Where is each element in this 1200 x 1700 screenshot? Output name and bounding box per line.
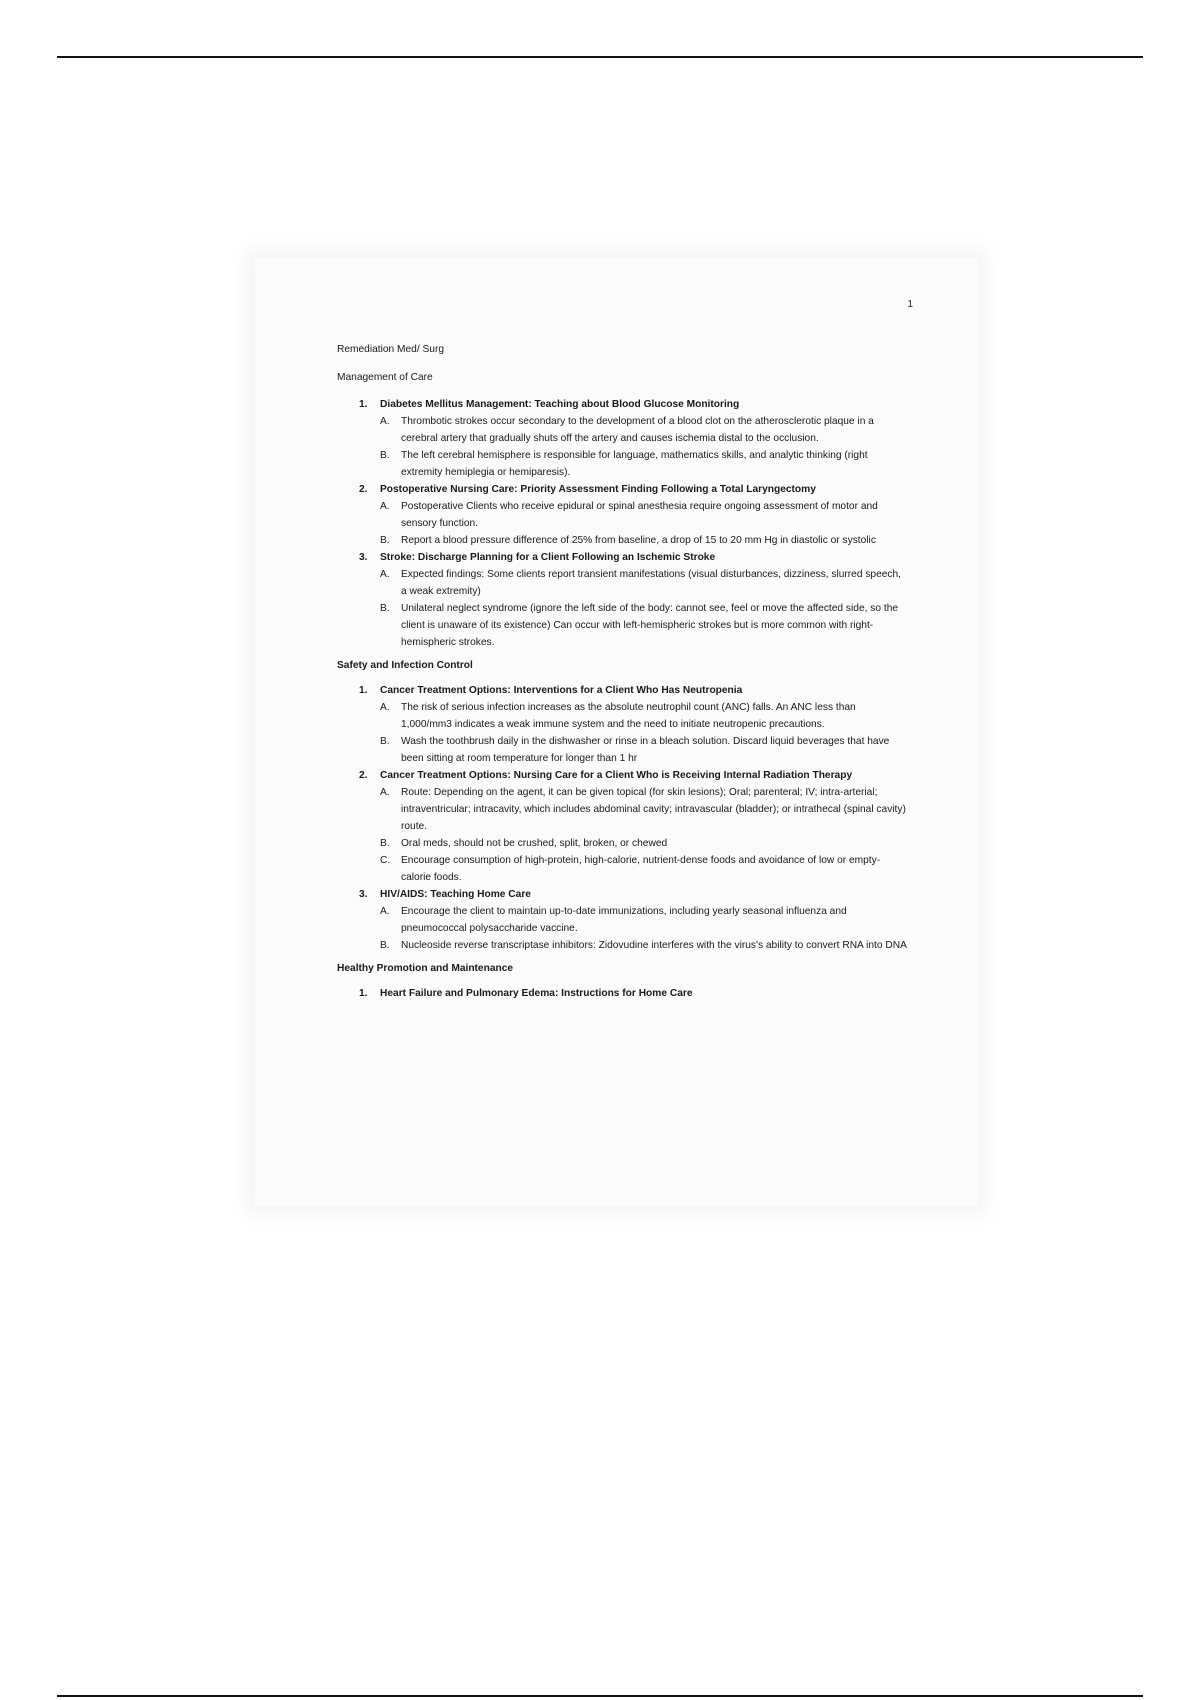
point-text: Wash the toothbrush daily in the dishwasher or rinse in a bleach solution. Discard liquid beverages that have been sitting at room temperature for longer than 1 hr <box>401 736 890 764</box>
topic-number: 1. <box>359 988 368 999</box>
topic-list <box>337 682 907 954</box>
point-item <box>380 784 907 835</box>
point-text: Encourage consumption of high-protein, high-calorie, nutrient-dense foods and avoidance of low or empty-calorie foods. <box>401 855 881 883</box>
topic-number: 2. <box>359 484 368 495</box>
topic-list <box>337 396 907 651</box>
point-text: Postoperative Clients who receive epidural or spinal anesthesia require ongoing assessment of motor and sensory function. <box>401 501 878 529</box>
topic-title: Cancer Treatment Options: Interventions for a Client Who Has Neutropenia <box>380 685 743 696</box>
point-text: Oral meds, should not be crushed, split, broken, or chewed <box>401 838 668 849</box>
point-item <box>380 903 907 937</box>
topic-number: 3. <box>359 889 368 900</box>
topic-title: HIV/AIDS: Teaching Home Care <box>380 889 531 900</box>
point-item <box>380 532 907 549</box>
document-section <box>337 396 907 651</box>
point-letter: A. <box>380 906 390 917</box>
point-list <box>380 784 907 886</box>
topic-list <box>337 985 907 1002</box>
point-item <box>380 413 907 447</box>
point-text: Expected findings: Some clients report transient manifestations (visual disturbances, dizziness, slurred speech, a weak extremity) <box>401 569 901 597</box>
point-text: Encourage the client to maintain up-to-date immunizations, including yearly seasonal influenza and pneumococcal polysaccharide vaccine. <box>401 906 847 934</box>
topic-number: 1. <box>359 399 368 410</box>
point-letter: B. <box>380 450 390 461</box>
topic-item <box>337 396 907 481</box>
point-item <box>380 566 907 600</box>
point-item <box>380 699 907 733</box>
point-item <box>380 937 907 954</box>
topic-number: 3. <box>359 552 368 563</box>
point-letter: A. <box>380 702 390 713</box>
point-list <box>380 566 907 651</box>
topic-number: 1. <box>359 685 368 696</box>
point-text: Route: Depending on the agent, it can be given topical (for skin lesions); Oral; parenteral; IV; intra-arterial; intraventricular; intracavity, which includes abdominal cavity; intravascular (bladder); or intrathecal (spinal cavity) route. <box>401 787 906 832</box>
point-letter: A. <box>380 501 390 512</box>
topic-title: Heart Failure and Pulmonary Edema: Instructions for Home Care <box>380 988 693 999</box>
document-title: Remediation Med/ Surg <box>337 344 445 355</box>
topic-item <box>337 767 907 886</box>
point-item <box>380 447 907 481</box>
point-list <box>380 903 907 954</box>
point-text: Thrombotic strokes occur secondary to the development of a blood clot on the atherosclerotic plaque in a cerebral artery that gradually shuts off the artery and causes ischemia distal to the occlusion. <box>401 416 874 444</box>
point-letter: A. <box>380 569 390 580</box>
topic-title: Diabetes Mellitus Management: Teaching about Blood Glucose Monitoring <box>380 399 740 410</box>
point-letter: B. <box>380 940 390 951</box>
bottom-divider <box>57 1695 1143 1697</box>
point-text: The risk of serious infection increases as the absolute neutrophil count (ANC) falls. An ANC less than 1,000/mm3 indicates a weak immune system and the need to initiate neutropenic precautions. <box>401 702 856 730</box>
top-divider <box>57 56 1143 58</box>
point-letter: B. <box>380 535 390 546</box>
section-heading: Safety and Infection Control <box>337 660 473 671</box>
topic-item <box>337 985 907 1002</box>
section-heading: Healthy Promotion and Maintenance <box>337 963 514 974</box>
document-section <box>337 657 907 954</box>
topic-title: Stroke: Discharge Planning for a Client Following an Ischemic Stroke <box>380 552 716 563</box>
point-letter: C. <box>380 855 391 866</box>
topic-title: Cancer Treatment Options: Nursing Care for a Client Who is Receiving Internal Radiation Therapy <box>380 770 853 781</box>
point-text: Nucleoside reverse transcriptase inhibitors: Zidovudine interferes with the virus's ability to convert RNA into DNA <box>401 940 907 951</box>
topic-item <box>337 682 907 767</box>
point-letter: B. <box>380 603 390 614</box>
point-letter: B. <box>380 736 390 747</box>
point-item <box>380 835 907 852</box>
point-item <box>380 600 907 651</box>
point-item <box>380 852 907 886</box>
point-item <box>380 733 907 767</box>
point-text: Unilateral neglect syndrome (ignore the left side of the body: cannot see, feel or move the affected side, so the client is unaware of its existence) Can occur with left-hemispheric strokes but is more common with right-hemispheric strokes. <box>401 603 899 648</box>
point-item <box>380 498 907 532</box>
document-sections <box>337 396 907 1002</box>
topic-item <box>337 549 907 651</box>
point-text: Report a blood pressure difference of 25% from baseline, a drop of 15 to 20 mm Hg in diastolic or systolic <box>401 535 876 546</box>
point-text: The left cerebral hemisphere is responsible for language, mathematics skills, and analytic thinking (right extremity hemiplegia or hemiparesis). <box>401 450 868 478</box>
page-number: 1 <box>907 299 913 310</box>
topic-number: 2. <box>359 770 368 781</box>
topic-item <box>337 481 907 549</box>
point-letter: A. <box>380 787 390 798</box>
point-letter: A. <box>380 416 390 427</box>
document-section <box>337 960 907 1002</box>
point-list <box>380 498 907 549</box>
point-letter: B. <box>380 838 390 849</box>
topic-item <box>337 886 907 954</box>
point-list <box>380 699 907 767</box>
topic-title: Postoperative Nursing Care: Priority Assessment Finding Following a Total Laryngectomy <box>380 484 816 495</box>
point-list <box>380 413 907 481</box>
document-subtitle: Management of Care <box>337 372 433 383</box>
